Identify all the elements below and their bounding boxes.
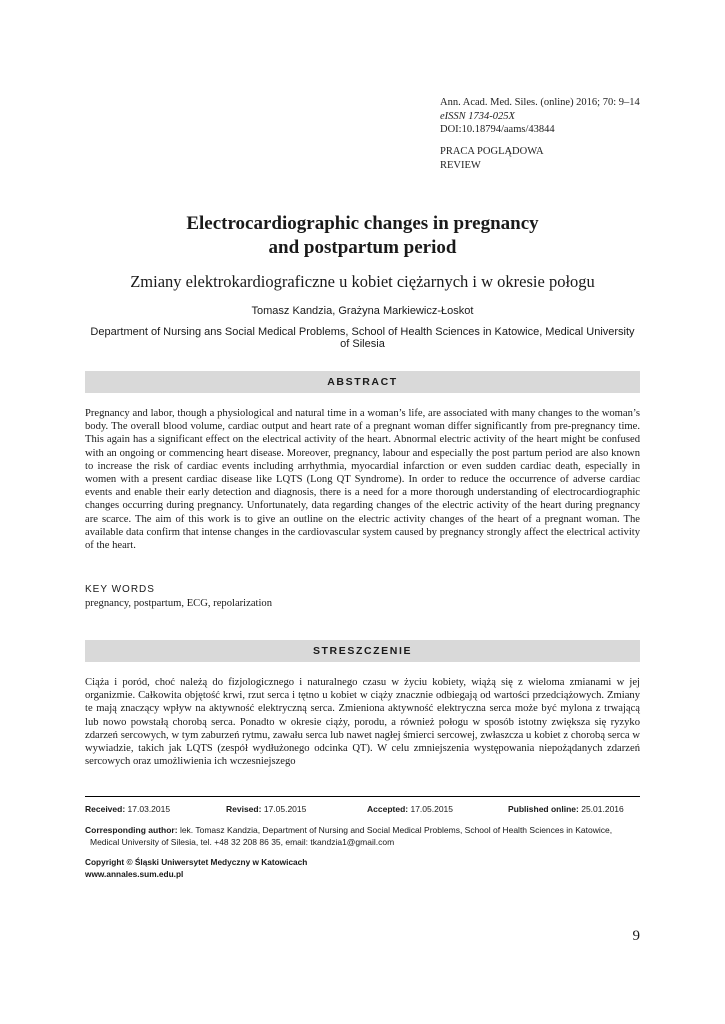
website-link[interactable]: www.annales.sum.edu.pl	[85, 869, 184, 879]
corresponding-author	[85, 824, 640, 848]
accepted-value: 17.05.2015	[410, 804, 454, 814]
published-date	[508, 804, 624, 814]
received-date	[85, 804, 170, 814]
eissn: eISSN 1734-025X	[440, 110, 515, 122]
affiliation: Department of Nursing ans Social Medical Problems, School of Health Sciences in Katowice, Medical University of Silesia	[90, 326, 635, 350]
revised-value: 17.05.2015	[263, 804, 307, 814]
footer-divider	[85, 796, 640, 797]
abstract-text: Pregnancy and labor, though a physiological and natural time in a woman’s life, are associated with many changes to the woman’s body. The overall blood volume, cardiac output and heart rate of a pregnant woman differ significantly from pre-pregnancy time. This again has a significant effect on the electrical activity of the heart. Abnormal electric activity of the heart might be confused with an ongoing or commencing heart disease. Moreover, pregnancy, labour and especially the post partum period are also known to increase the risk of cardiac events including arrhythmia, myocardial infarction or even sudden cardiac death, especially in women with a present cardiac disease like LQTS (Long QT Syndrome). In order to reduce the occurrence of adverse cardiac events and enable their early detection and diagnosis, there is a need for a more thorough understanding of electrocardiographic changes occurring during pregnancy. Unfortunately, data regarding changes of the electric activity of the heart during pregnancy are scarce. The aim of this work is to give an outline on the electric activity changes of the heart of a pregnant woman. The available data confirm that intense changes in the cardiovascular system caused by pregnancy strongly affect the electrical activity of the heart.	[85, 408, 640, 552]
copyright: Copyright © Śląski Uniwersytet Medyczny w Katowicach	[85, 857, 308, 867]
article-type	[440, 145, 544, 173]
article-subtitle: Zmiany elektrokardiograficzne u kobiet ciężarnych i w okresie połogu	[130, 272, 595, 291]
title-line-2: and postpartum period	[268, 237, 457, 258]
journal-metadata	[440, 96, 640, 137]
copyright-block	[85, 856, 307, 880]
corr-label: Corresponding author:	[85, 825, 178, 835]
received-value: 17.03.2015	[127, 804, 171, 814]
streszczenie-heading: STRESZCZENIE	[85, 640, 640, 662]
article-type-pl: PRACA POGLĄDOWA	[440, 146, 544, 157]
article-type-en: REVIEW	[440, 160, 481, 171]
title-line-1: Electrocardiographic changes in pregnancy	[186, 213, 539, 234]
journal-citation: Ann. Acad. Med. Siles. (online) 2016; 70: 9–14	[440, 97, 640, 108]
authors: Tomasz Kandzia, Grażyna Markiewicz-Łoskot	[251, 305, 474, 317]
published-value: 25.01.2016	[581, 804, 624, 814]
abstract-heading: ABSTRACT	[85, 371, 640, 393]
page-number: 9	[632, 928, 640, 944]
article-title	[85, 212, 640, 260]
doi[interactable]: DOI:10.18794/aams/43844	[440, 124, 555, 135]
revised-label: Revised:	[226, 804, 262, 814]
received-label: Received:	[85, 804, 126, 814]
corr-line-1: lek. Tomasz Kandzia, Department of Nursing and Social Medical Problems, School of Health Sciences in Katowice,	[179, 825, 613, 835]
streszczenie-text: Ciąża i poród, choć należą do fizjologicznego i naturalnego czasu w życiu kobiety, wiążą się z wieloma zmianami w jej organizmie. Całkowita objętość krwi, rzut serca i tętno u kobiet w ciąży znacznie odbiegają od wartości przedciążowych. Zmiany te mają znaczący wpływ na aktywność elektryczną serca. Zmieniona aktywność elektryczna serca może być mylona z trwającą lub nowo powstałą chorobą serca. Ponadto w okresie ciąży, porodu, a również połogu w sposób istotny zwiększa się ryzyko zdarzeń sercowych, w tym zaburzeń rytmu, zawału serca lub nawet nagłej śmierci sercowej, zwłaszcza u kobiet z chorobą serca w wywiadzie, takich jak LQTS (zespół wydłużonego odcinka QT). W celu zmniejszenia występowania niepożądanych zdarzeń sercowych oraz umożliwienia ich wczesniejszego	[85, 677, 640, 768]
accepted-date	[367, 804, 453, 814]
accepted-label: Accepted:	[367, 804, 409, 814]
published-label: Published online:	[508, 804, 579, 814]
revised-date	[226, 804, 306, 814]
corr-line-2: Medical University of Silesia, tel. +48 32 208 86 35, email: tkandzia1@gmail.com	[90, 837, 395, 847]
keywords-label: KEY WORDS	[85, 584, 155, 595]
keywords: pregnancy, postpartum, ECG, repolarization	[85, 598, 272, 609]
